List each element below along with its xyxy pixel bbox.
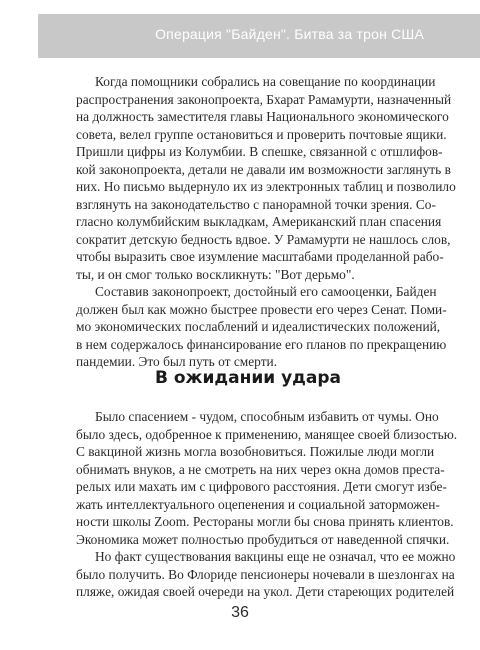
text-line: С вакциной жизнь могла возобновиться. Пожилые люди могли xyxy=(76,444,435,459)
text-line: Экономика может полностью пробудиться от наведенной спячки. xyxy=(76,531,450,547)
text-line: ности школы Zoom. Рестораны могли бы снова принять клиентов. xyxy=(76,514,454,529)
text-line: в нем содержалось финансирование его планов по прекращению xyxy=(76,336,447,352)
text-line: распространения законопроекта, Бхарат Рамамурти, назначенный xyxy=(76,91,452,107)
text-line: пандемии. Это был путь от смерти. xyxy=(76,354,278,369)
text-line: было получить. Во Флориде пенсионеры ночевали в шезлонгах на xyxy=(76,566,455,582)
paragraph xyxy=(76,283,447,371)
paragraph xyxy=(76,73,456,283)
text-line: Когда помощники собрались на совещание по координации xyxy=(95,74,436,89)
text-line: кой законопроекта, детали не давали им возможности заглянуть в xyxy=(76,161,451,177)
text-line: мо экономических послаблений и идеалистических положений, xyxy=(76,319,441,334)
text-line: них. Но письмо выдернуло их из электронных таблиц и позволило xyxy=(76,179,456,194)
text-line: гласно колумбийским выкладкам, Американский план спасения xyxy=(76,214,442,229)
running-header-title: Операция "Байден". Битва за трон США xyxy=(155,26,424,42)
text-line: Пришли цифры из Колумбии. В спешке, связанной с отшлифов- xyxy=(76,144,443,159)
page-number: 36 xyxy=(231,604,249,621)
text-line: релых или махать им с цифрового расстояния. Дети смогут избе- xyxy=(76,479,447,494)
text-line: чтобы выразить свое изумление масштабами проделанной рабо- xyxy=(76,249,444,264)
text-line: Но факт существования вакцины еще не означал, что ее можно xyxy=(95,549,456,564)
text-line: ты, и он смог только воскликнуть: "Вот дерьмо". xyxy=(76,266,355,282)
text-line: пляже, ожидая своей очереди на укол. Дети стареющих родителей xyxy=(76,584,455,599)
section-heading: В ожидании удара xyxy=(155,368,341,388)
text-line: Составив законопроект, достойный его самооценки, Байден xyxy=(95,284,437,299)
running-header-bar xyxy=(38,14,480,58)
text-line: обнимать внуков, а не смотреть на них через окна домов преста- xyxy=(76,461,445,477)
text-line: взглянуть на законодательство с панорамной точки зрения. Со- xyxy=(76,196,436,212)
text-line: совета, велел группе остановиться и проверить почтовые ящики. xyxy=(76,126,447,142)
text-line: жать интеллектуального оцепенения и социальной заторможен- xyxy=(76,496,440,512)
text-line: сократит детскую бедность вдвое. У Рамамурти не нашлось слов, xyxy=(76,231,451,247)
text-line: на должность заместителя главы Национального экономического xyxy=(76,109,449,124)
text-line: было здесь, одобренное к применению, манящее своей близостью. xyxy=(76,426,458,442)
body-text-bottom xyxy=(76,408,458,601)
body-text-top xyxy=(76,73,456,371)
paragraph xyxy=(76,548,456,601)
paragraph xyxy=(76,408,458,548)
text-line: Было спасением - чудом, способным избавить от чумы. Оно xyxy=(95,409,439,424)
text-line: должен был как можно быстрее провести его через Сенат. Поми- xyxy=(76,301,447,317)
